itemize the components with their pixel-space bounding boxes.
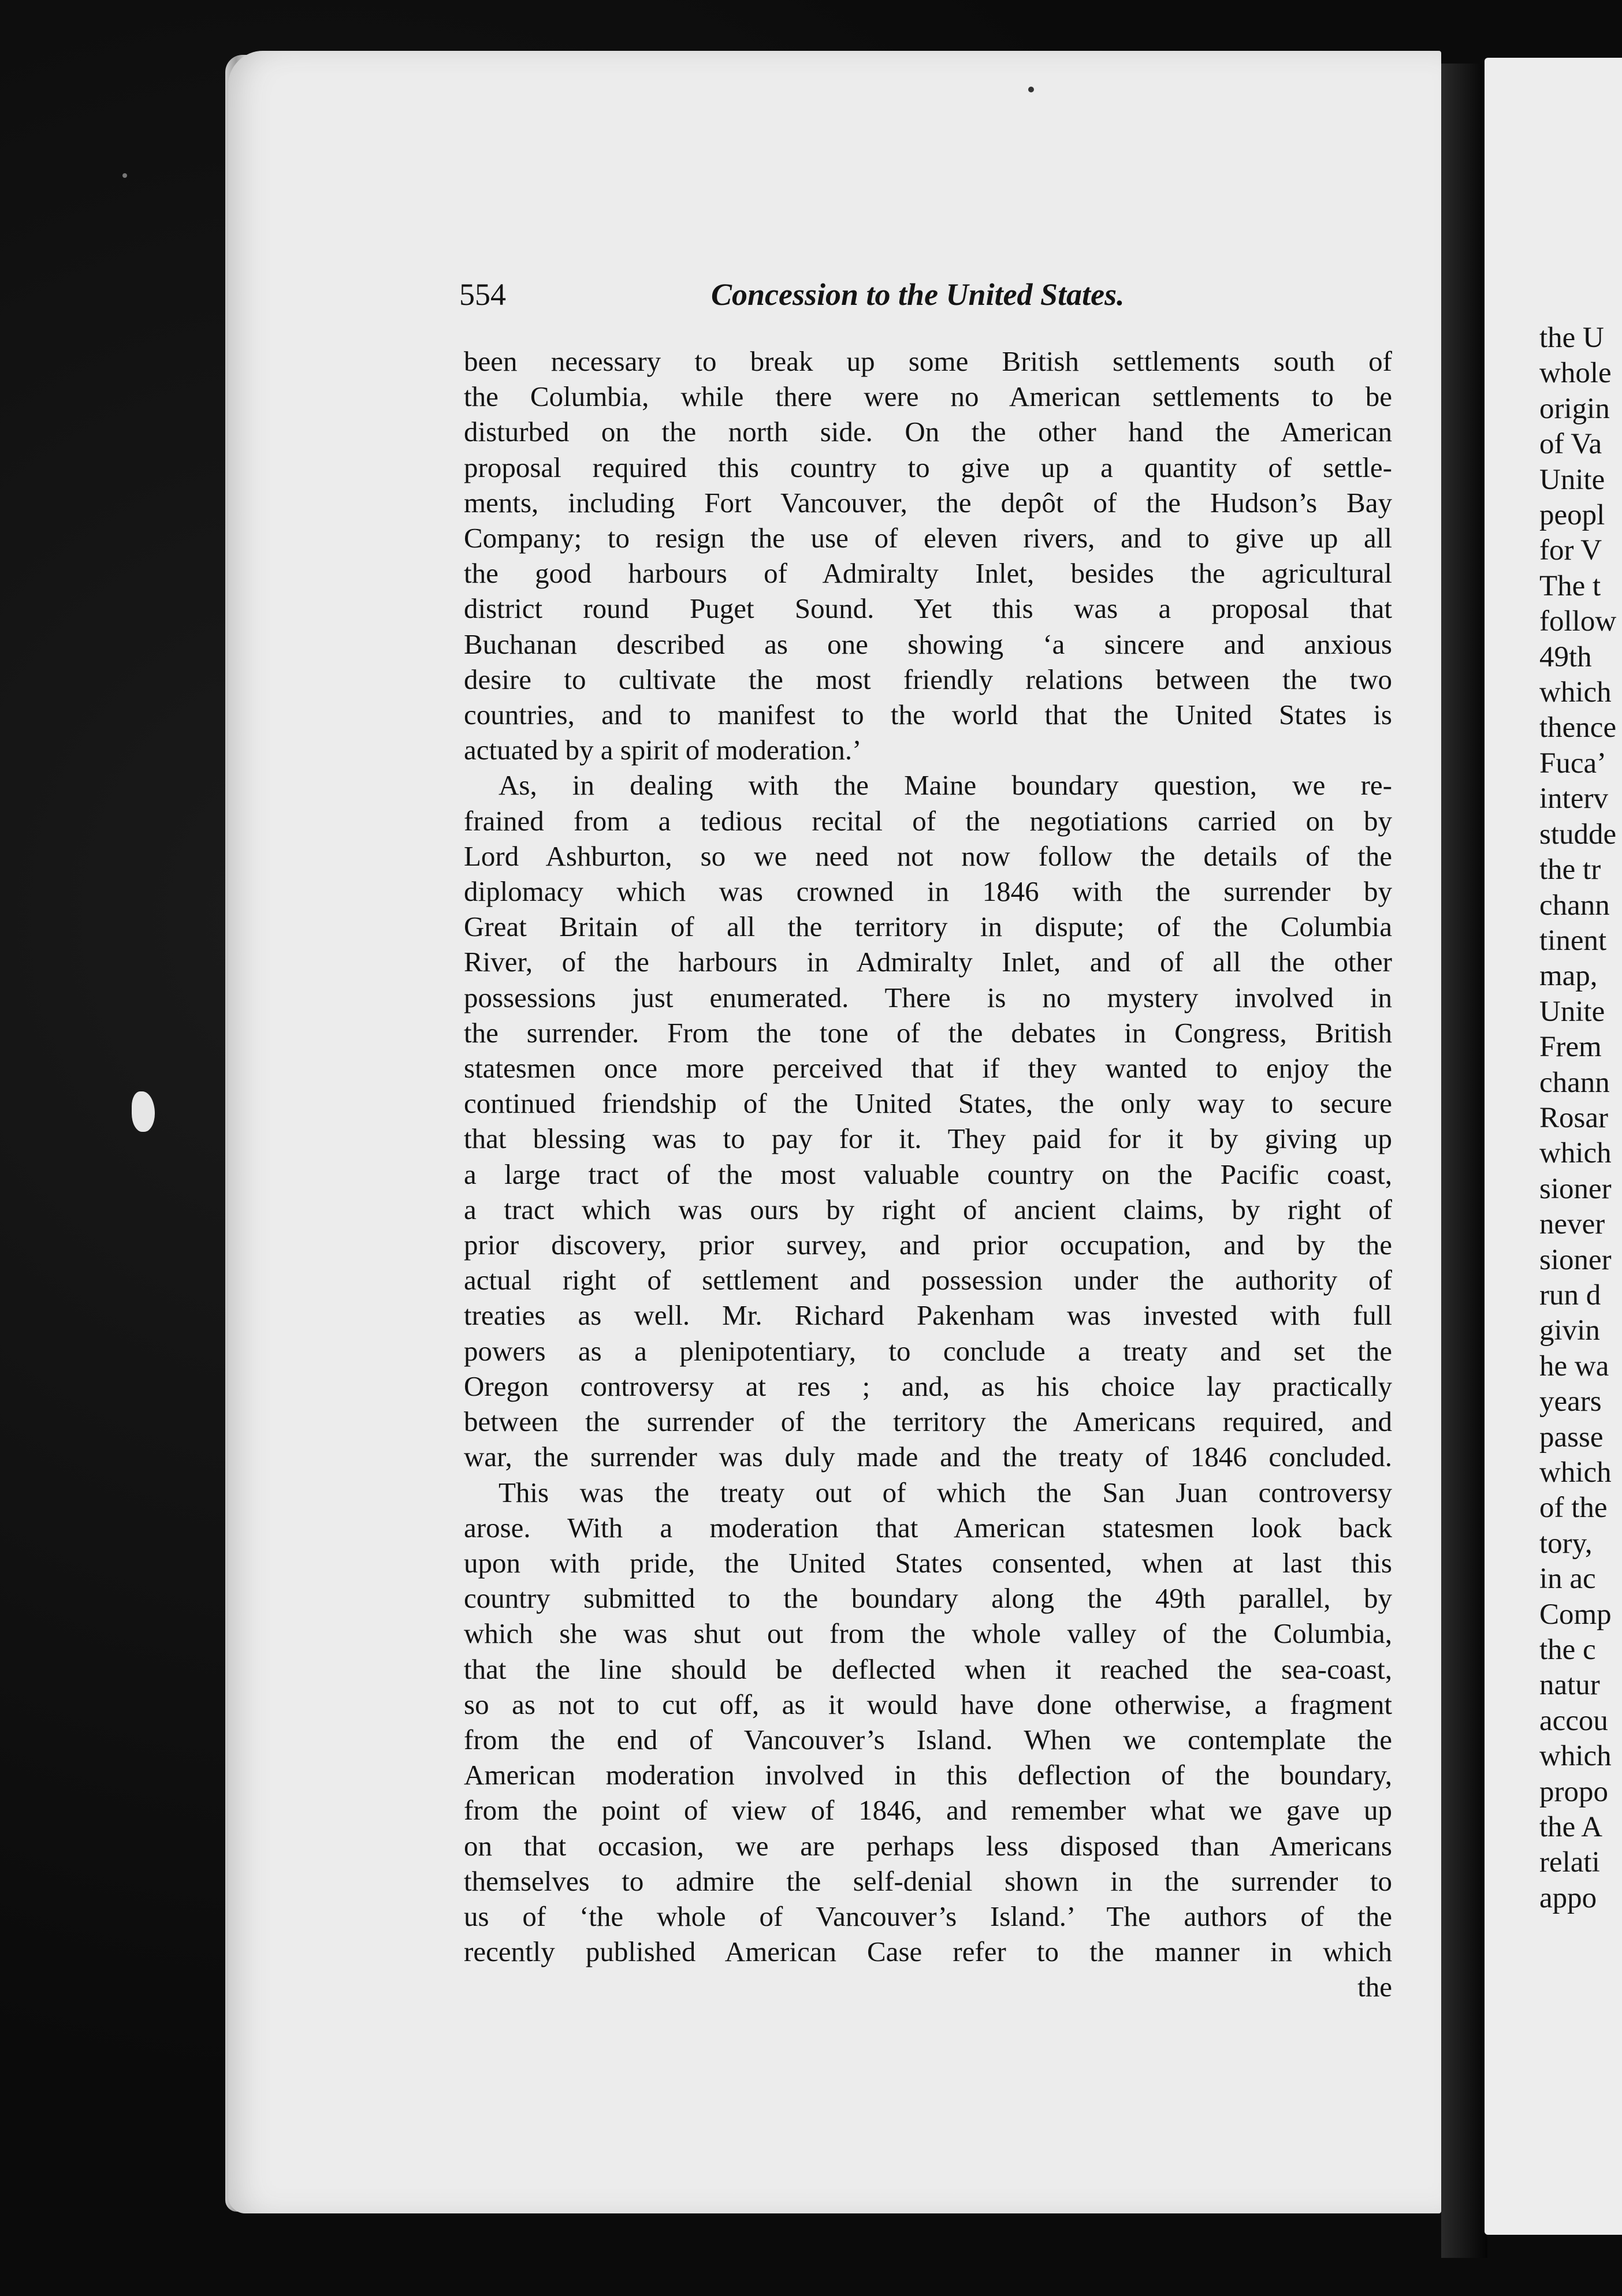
fragment-line: he wa bbox=[1539, 1350, 1609, 1382]
text-line: powers as a plenipotentiary, to conclude a treaty and set the bbox=[464, 1335, 1392, 1367]
fragment-line: which bbox=[1539, 1456, 1612, 1489]
paragraph bbox=[464, 767, 1392, 1474]
fragment-line: studde bbox=[1539, 818, 1617, 851]
body-text bbox=[464, 344, 1392, 2005]
fragment-line: the c bbox=[1539, 1634, 1596, 1667]
fragment-line: origin bbox=[1539, 392, 1610, 425]
text-line: American moderation involved in this deflection of the boundary, bbox=[464, 1759, 1392, 1791]
scan-speck bbox=[122, 173, 127, 178]
catchword: the bbox=[1357, 1971, 1392, 2003]
fragment-line: propo bbox=[1539, 1775, 1608, 1808]
fragment-line: relati bbox=[1539, 1846, 1600, 1879]
text-line: River, of the harbours in Admiralty Inlet, and of all the other bbox=[464, 946, 1392, 978]
text-line: actual right of settlement and possession under the authority of bbox=[464, 1264, 1392, 1296]
fragment-line: accou bbox=[1539, 1704, 1608, 1737]
fragment-line: of Va bbox=[1539, 428, 1602, 461]
fragment-line: Unite bbox=[1539, 995, 1605, 1028]
text-line: that blessing was to pay for it. They paid for it by giving up bbox=[464, 1123, 1392, 1155]
fragment-line: for V bbox=[1539, 534, 1602, 567]
book-gutter bbox=[1441, 64, 1487, 2258]
fragment-line: 49th bbox=[1539, 640, 1592, 673]
fragment-line: chann bbox=[1539, 1066, 1610, 1099]
fragment-line: the tr bbox=[1539, 853, 1601, 886]
text-line: war, the surrender was duly made and the treaty of 1846 concluded. bbox=[464, 1441, 1392, 1473]
fragment-line: in ac bbox=[1539, 1563, 1596, 1596]
fragment-line: passe bbox=[1539, 1421, 1604, 1453]
running-title: Concession to the United States. bbox=[711, 277, 1125, 312]
fragment-line: Comp bbox=[1539, 1598, 1612, 1631]
fragment-line: peopl bbox=[1539, 499, 1605, 532]
text-line: Buchanan described as one showing ‘a sincere and anxious bbox=[464, 628, 1392, 660]
text-line: Company; to resign the use of eleven rivers, and to give up all bbox=[464, 522, 1392, 554]
text-line: actuated by a spirit of moderation.’ bbox=[464, 734, 862, 766]
fragment-line: the A bbox=[1539, 1811, 1603, 1844]
text-line: on that occasion, we are perhaps less disposed than Americans bbox=[464, 1829, 1392, 1862]
scan-speck bbox=[1028, 87, 1034, 92]
text-line: Great Britain of all the territory in dispute; of the Columbia bbox=[464, 911, 1392, 943]
text-line: prior discovery, prior survey, and prior occupation, and by the bbox=[464, 1229, 1392, 1261]
fragment-line: whole bbox=[1539, 357, 1612, 390]
fragment-line: Unite bbox=[1539, 463, 1605, 496]
text-line: continued friendship of the United States, the only way to secure bbox=[464, 1087, 1392, 1120]
text-line: the Columbia, while there were no American settlements to be bbox=[464, 381, 1392, 413]
text-line: statesmen once more perceived that if they wanted to enjoy the bbox=[464, 1052, 1392, 1084]
fragment-line: Fuca’ bbox=[1539, 747, 1607, 780]
text-line: between the surrender of the territory the Americans required, and bbox=[464, 1406, 1392, 1438]
fragment-line: the U bbox=[1539, 322, 1604, 354]
text-line: arose. With a moderation that American statesmen look back bbox=[464, 1511, 1392, 1544]
text-line: been necessary to break up some British settlements south of bbox=[464, 345, 1392, 377]
fragment-line: sioner bbox=[1539, 1172, 1612, 1205]
text-line: ments, including Fort Vancouver, the depôt of the Hudson’s Bay bbox=[464, 486, 1392, 519]
fragment-line: which bbox=[1539, 676, 1612, 709]
text-line: diplomacy which was crowned in 1846 with the surrender by bbox=[464, 875, 1392, 908]
adjacent-page-text bbox=[1539, 320, 1622, 1916]
fragment-line: chann bbox=[1539, 889, 1610, 922]
page-header bbox=[459, 277, 1392, 312]
fragment-line: The t bbox=[1539, 569, 1601, 602]
fragment-line: givin bbox=[1539, 1314, 1600, 1347]
fragment-line: sioner bbox=[1539, 1243, 1612, 1276]
text-line: upon with pride, the United States consented, when at last this bbox=[464, 1546, 1392, 1579]
text-line: frained from a tedious recital of the negotiations carried on by bbox=[464, 804, 1392, 837]
text-line: which she was shut out from the whole valley of the Columbia, bbox=[464, 1617, 1392, 1650]
text-line: recently published American Case refer to the manner in which bbox=[464, 1936, 1392, 1968]
text-line: a tract which was ours by right of ancient claims, by right of bbox=[464, 1193, 1392, 1225]
fragment-line: map, bbox=[1539, 960, 1598, 993]
fragment-line: which bbox=[1539, 1137, 1612, 1170]
text-line: Oregon controversy at res ; and, as his choice lay practically bbox=[464, 1370, 1392, 1402]
paragraph bbox=[464, 344, 1392, 767]
text-line: possessions just enumerated. There is no mystery involved in bbox=[464, 981, 1392, 1013]
fragment-line: tinent bbox=[1539, 924, 1607, 957]
fragment-line: follow bbox=[1539, 605, 1617, 638]
page-number: 554 bbox=[459, 277, 506, 312]
fragment-line: appo bbox=[1539, 1881, 1597, 1914]
text-line: proposal required this country to give up a quantity of settle- bbox=[464, 451, 1392, 483]
text-line: so as not to cut off, as it would have done otherwise, a fragment bbox=[464, 1688, 1392, 1720]
fragment-line: never bbox=[1539, 1208, 1605, 1241]
fragment-line: Rosar bbox=[1539, 1101, 1608, 1134]
fragment-line: years bbox=[1539, 1385, 1602, 1418]
fragment-line: thence bbox=[1539, 711, 1617, 744]
text-line: a large tract of the most valuable country on the Pacific coast, bbox=[464, 1158, 1392, 1190]
fragment-line: interv bbox=[1539, 782, 1608, 815]
text-line: This was the treaty out of which the San Juan controversy bbox=[498, 1476, 1392, 1508]
text-line: district round Puget Sound. Yet this was a proposal that bbox=[464, 592, 1392, 625]
text-line: countries, and to manifest to the world that the United States is bbox=[464, 699, 1392, 731]
text-line: from the point of view of 1846, and remember what we gave up bbox=[464, 1794, 1392, 1827]
fragment-line: which bbox=[1539, 1740, 1612, 1773]
text-line: themselves to admire the self-denial shown in the surrender to bbox=[464, 1865, 1392, 1897]
fragment-line: of the bbox=[1539, 1492, 1608, 1525]
text-line: the good harbours of Admiralty Inlet, besides the agricultural bbox=[464, 557, 1392, 590]
text-line: As, in dealing with the Maine boundary question, we re- bbox=[498, 769, 1392, 802]
text-line: treaties as well. Mr. Richard Pakenham was invested with full bbox=[464, 1299, 1392, 1332]
text-line: disturbed on the north side. On the other hand the American bbox=[464, 416, 1392, 448]
fragment-line: Frem bbox=[1539, 1031, 1602, 1064]
fragment-line: tory, bbox=[1539, 1527, 1593, 1560]
fragment-line: run d bbox=[1539, 1279, 1601, 1311]
text-line: country submitted to the boundary along the 49th parallel, by bbox=[464, 1582, 1392, 1615]
text-line: desire to cultivate the most friendly relations between the two bbox=[464, 663, 1392, 695]
text-line: us of ‘the whole of Vancouver’s Island.’ The authors of the bbox=[464, 1900, 1392, 1932]
paragraph bbox=[464, 1475, 1392, 1970]
text-line: from the end of Vancouver’s Island. When we contemplate the bbox=[464, 1723, 1392, 1755]
text-line: Lord Ashburton, so we need not now follow the details of the bbox=[464, 840, 1392, 872]
text-line: the surrender. From the tone of the debates in Congress, British bbox=[464, 1016, 1392, 1049]
text-line: that the line should be deflected when it reached the sea-coast, bbox=[464, 1653, 1392, 1685]
fragment-line: natur bbox=[1539, 1669, 1600, 1702]
